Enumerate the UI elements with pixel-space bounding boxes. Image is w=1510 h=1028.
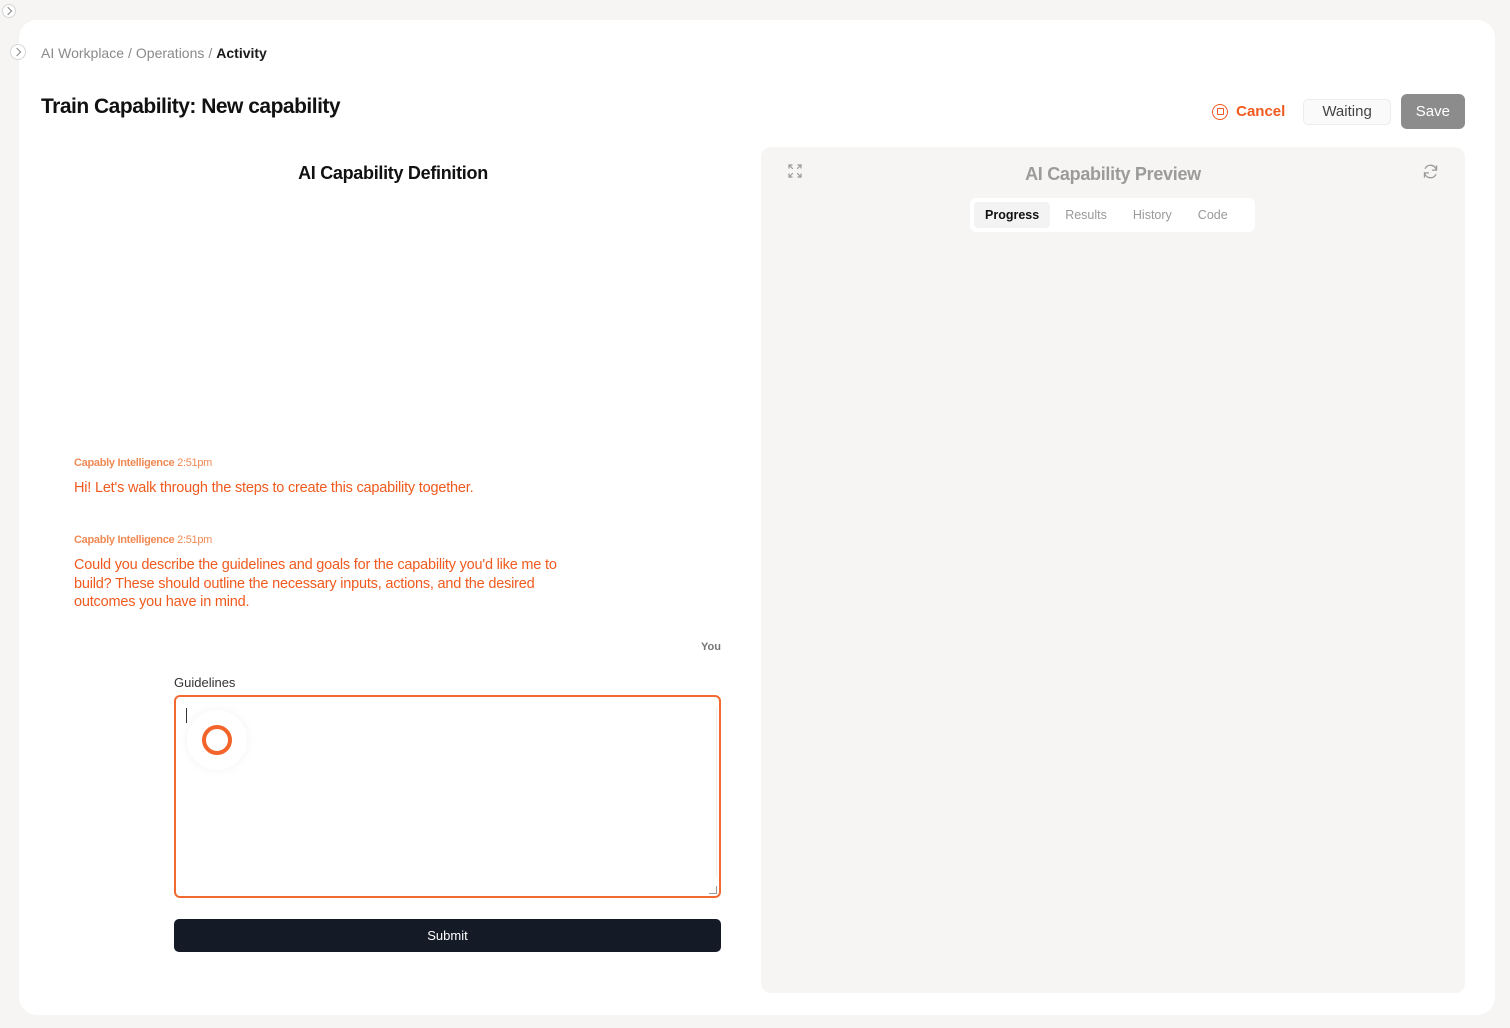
preview-panel: [761, 147, 1465, 993]
refresh-icon[interactable]: [1422, 163, 1439, 180]
sidebar-toggle-button[interactable]: [10, 44, 26, 60]
chevron-right-icon: [13, 48, 21, 56]
textarea-scrollbar[interactable]: [716, 707, 717, 877]
message-meta: [74, 534, 594, 546]
cancel-button[interactable]: [1204, 95, 1293, 129]
breadcrumb-item-ai-workplace[interactable]: AI Workplace: [41, 45, 124, 61]
stop-circle-icon: [1212, 104, 1228, 120]
main-card: [19, 20, 1495, 1015]
definition-title: AI Capability Definition: [298, 163, 488, 183]
tab-history[interactable]: History: [1132, 208, 1172, 222]
top-corner-toggle[interactable]: [2, 4, 16, 18]
header-actions: [1204, 94, 1465, 129]
message-sender: Capably Intelligence: [74, 534, 175, 546]
chat-message: [74, 534, 594, 612]
resize-handle-icon[interactable]: [709, 886, 717, 894]
message-meta: [74, 457, 614, 469]
submit-button[interactable]: Submit: [174, 919, 721, 952]
tab-progress[interactable]: Progress: [974, 202, 1050, 228]
breadcrumb-item-operations[interactable]: Operations: [135, 45, 205, 61]
breadcrumb-current: Activity: [216, 45, 267, 61]
loading-indicator: [187, 710, 247, 770]
guidelines-textarea[interactable]: [174, 695, 721, 898]
chevron-right-icon: [4, 7, 12, 15]
breadcrumb-separator: /: [208, 45, 213, 61]
chat-message: [74, 457, 614, 498]
text-caret: [186, 708, 187, 723]
message-sender: Capably Intelligence: [74, 457, 175, 469]
preview-tabs: [970, 198, 1255, 232]
tab-code[interactable]: Code: [1197, 208, 1228, 222]
guidelines-label: Guidelines: [174, 675, 236, 690]
message-text: Hi! Let's walk through the steps to create this capability together.: [74, 480, 474, 496]
status-badge: Waiting: [1303, 99, 1390, 125]
cancel-label: Cancel: [1236, 103, 1286, 120]
loading-spinner-icon: [202, 725, 232, 755]
message-time: 2:51pm: [177, 457, 213, 469]
breadcrumb: [41, 45, 267, 61]
message-text: Could you describe the guidelines and goals for the capability you'd like me to build? These should outline the necessary inputs, actions, and the desired outcomes you have in mind.: [74, 557, 557, 610]
tab-results[interactable]: Results: [1065, 208, 1107, 222]
you-label: You: [701, 641, 721, 653]
message-time: 2:51pm: [177, 534, 213, 546]
page-title: Train Capability: New capability: [41, 95, 341, 118]
preview-title: AI Capability Preview: [1025, 164, 1201, 184]
breadcrumb-separator: /: [128, 45, 132, 61]
save-button[interactable]: Save: [1401, 94, 1465, 129]
